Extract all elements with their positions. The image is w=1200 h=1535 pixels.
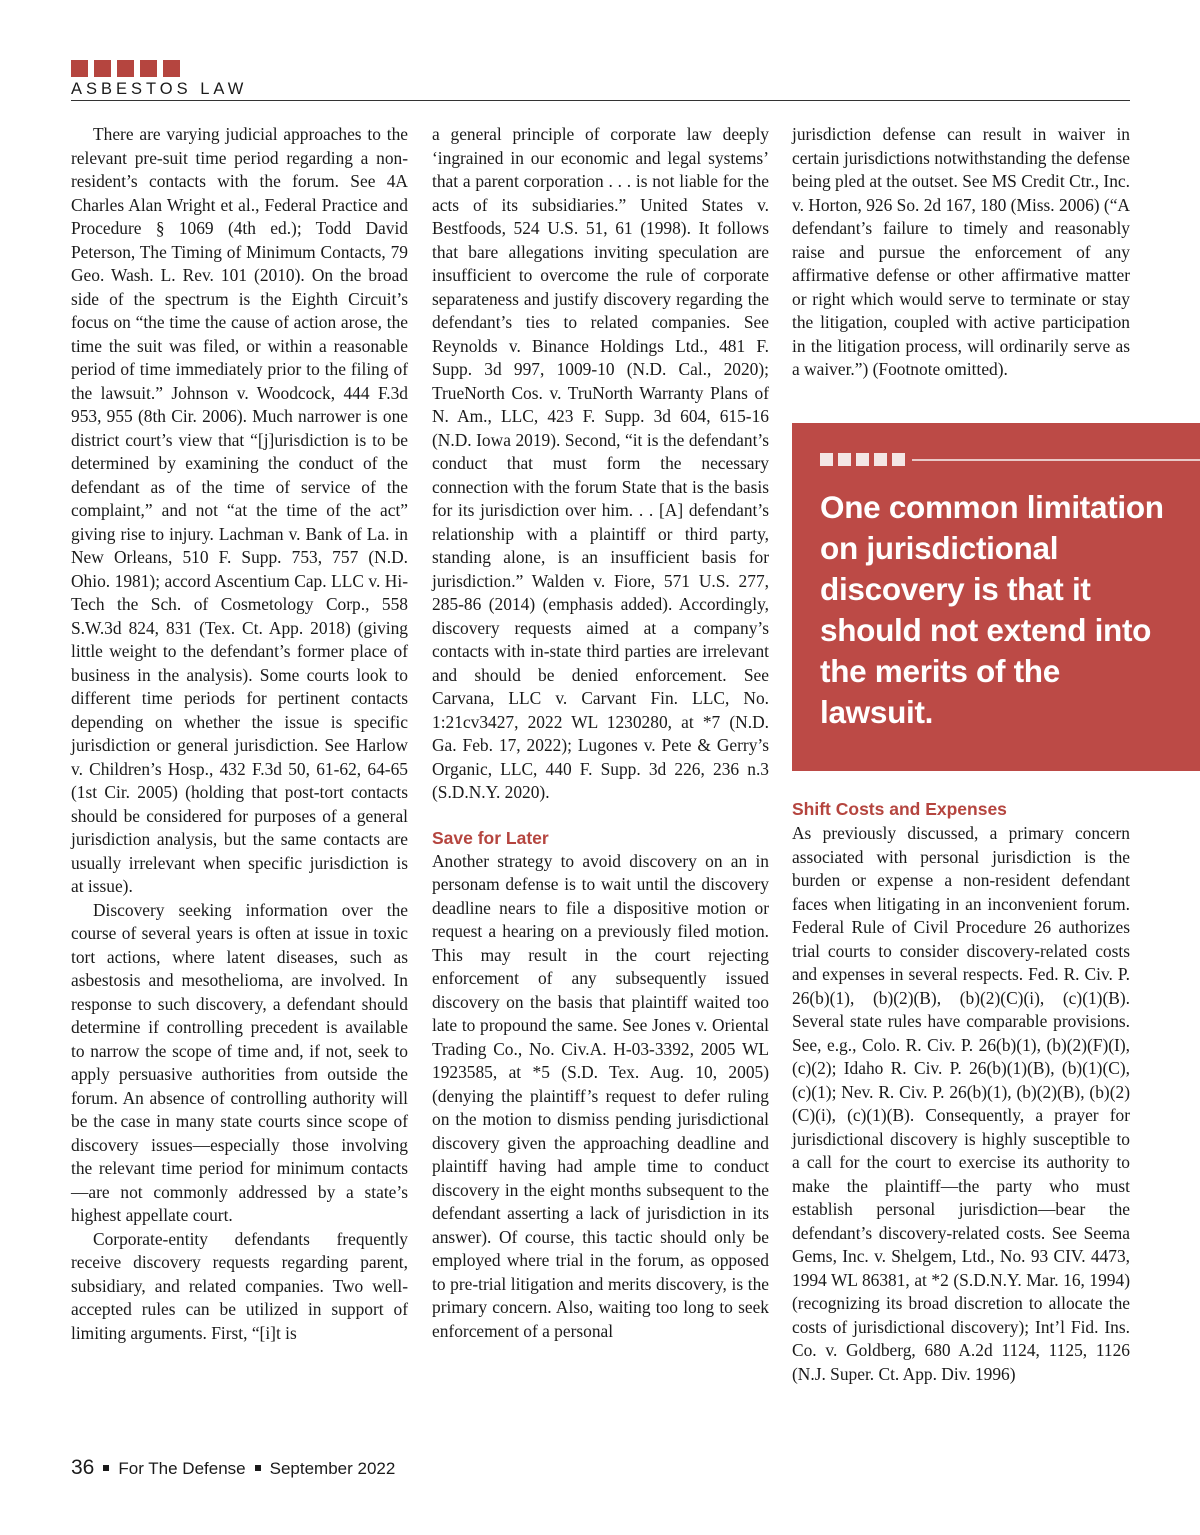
pull-quote-square: [874, 453, 887, 466]
header-square: [163, 60, 180, 77]
bullet-separator: [255, 1465, 261, 1471]
paragraph: Discovery seeking information over the course of several years is often at issue in toxic tort actions, where latent diseases, such as asbestosis and mesothelioma, are involved. In response to such discovery, a defendant should determine if controlling precedent is available to narrow the scope of time and, if not, seek to apply persuasive authorities from outside the forum. An absence of controlling authority will be the case in many state courts since scope of discovery issues—especially those involving the relevant time period for minimum contacts—are not commonly addressed by a state’s highest appellate court.: [71, 899, 408, 1225]
subhead-save-for-later: Save for Later: [432, 827, 549, 848]
pull-quote: [792, 423, 1200, 771]
pull-quote-square: [820, 453, 833, 466]
paragraph: Corporate-entity defendants frequently receive discovery requests regarding parent, subsidiary, and related companies. Two well-accepted rules can be utilized in support of limiting arguments. First, “[i]t is: [71, 1228, 408, 1343]
pull-quote-square: [838, 453, 851, 466]
subhead-shift-costs: Shift Costs and Expenses: [792, 799, 1007, 819]
header-squares-ornament: [71, 60, 180, 77]
column-2: [432, 123, 769, 1343]
pull-quote-text: One common limitation on jurisdictional discovery is that it should not extend into the merits of the lawsuit.: [820, 489, 1164, 730]
section-label: ASBESTOS LAW: [71, 80, 248, 98]
issue-date: September 2022: [269, 1459, 396, 1478]
pull-quote-squares-ornament: [820, 453, 905, 466]
publication-name: For The Defense: [118, 1459, 246, 1478]
page-number: 36: [71, 1456, 95, 1479]
header-square: [94, 60, 111, 77]
column-3-continued: [792, 822, 1130, 1386]
bullet-separator: [103, 1465, 109, 1471]
paragraph: Another strategy to avoid discovery on an in personam defense is to wait until the discovery deadline nears to file a dispositive motion or request a hearing on a previously filed motion. This may result in the court rejecting enforcement of any subsequently issued discovery on the basis that plaintiff waited too late to propound the same. See Jones v. Oriental Trading Co., No. Civ.A. H-03-3392, 2005 WL 1923585, at *5 (S.D. Tex. Aug. 10, 2005) (denying the plaintiff’s request to defer ruling on the motion to dismiss pending jurisdictional discovery given the approaching deadline and plaintiff having had ample time to conduct discovery in the eight months subsequent to the defendant asserting a lack of jurisdiction in its answer). Of course, this tactic should only be employed where trial in the forum, as opposed to pre-trial litigation and merits discovery, is the primary concern. Also, waiting too long to seek enforcement of a personal: [432, 850, 769, 1341]
pull-quote-square: [856, 453, 869, 466]
column-1: [71, 123, 408, 1345]
paragraph: There are varying judicial approaches to the relevant pre-suit time period regarding a non-resident’s contacts with the forum. See 4A Charles Alan Wright et al., Federal Practice and Procedure § 1069 (4th ed.); Todd David Peterson, The Timing of Minimum Contacts, 79 Geo. Wash. L. Rev. 101 (2010). On the broad side of the spectrum is the Eighth Circuit’s focus on “the time the cause of action arose, the time the suit was filed, or within a reasonable period of time immediately prior to the filing of the lawsuit.” Johnson v. Woodcock, 444 F.3d 953, 955 (8th Cir. 2006). Much narrower is one district court’s view that “[j]urisdiction is to be determined by examining the conduct of the defendant as of the time of service of the complaint,” and not “at the time of the act” giving rise to injury. Lachman v. Bank of La. in New Orleans, 510 F. Supp. 753, 757 (N.D. Ohio. 1981); accord Ascentium Cap. LLC v. Hi-Tech the Sch. of Cosmetology Corp., 558 S.W.3d 824, 831 (Tex. Ct. App. 2018) (giving little weight to the defendant’s former place of business in the analysis). Some courts look to different time periods for pertinent contacts depending on whether the issue is specific jurisdiction or general jurisdiction. See Harlow v. Children’s Hosp., 432 F.3d 50, 61-62, 64-65 (1st Cir. 2005) (holding that post-tort contacts should be considered for purposes of a general jurisdiction analysis, but the same contacts are usually irrelevant when specific jurisdiction is at issue).: [71, 124, 408, 896]
page-footer: [71, 1456, 395, 1480]
header-square: [117, 60, 134, 77]
pull-quote-rule: [912, 459, 1200, 461]
pull-quote-square: [892, 453, 905, 466]
paragraph: jurisdiction defense can result in waiver in certain jurisdictions notwithstanding the defense being pled at the outset. See MS Credit Ctr., Inc. v. Horton, 926 So. 2d 167, 180 (Miss. 2006) (“A defendant’s failure to timely and reasonably raise and pursue the enforcement of any affirmative defense or other affirmative matter or right which would serve to terminate or stay the litigation, coupled with active participation in the litigation process, will ordinarily serve as a waiver.”) (Footnote omitted).: [792, 124, 1130, 379]
header-divider: [71, 100, 1130, 101]
header-square: [140, 60, 157, 77]
paragraph: As previously discussed, a primary concern associated with personal jurisdiction is the burden or expense a non-resident defendant faces when litigating in an inconvenient forum. Federal Rule of Civil Procedure 26 authorizes trial courts to consider discovery-related costs and expenses in several respects. Fed. R. Civ. P. 26(b)(1), (b)(2)(B), (b)(2)(C)(i), (c)(1)(B). Several state rules have comparable provisions. See, e.g., Colo. R. Civ. P. 26(b)(1), (b)(2)(F)(I), (c)(2); Idaho R. Civ. P. 26(b)(1)(B), (b)(1)(C), (c)(1); Nev. R. Civ. P. 26(b)(1), (b)(2)(B), (b)(2)(C)(i), (c)(1)(B). Consequently, a prayer for jurisdictional discovery is highly susceptible to a call for the court to exercise its authority to make the plaintiff—the party who must establish personal jurisdiction—bear the defendant’s discovery-related costs. See Seema Gems, Inc. v. Shelgem, Ltd., No. 93 CIV. 4473, 1994 WL 86381, at *2 (S.D.N.Y. Mar. 16, 1994) (recognizing its broad discretion to allocate the costs of jurisdictional discovery); Int’l Fid. Ins. Co. v. Goldberg, 680 A.2d 1124, 1125, 1126 (N.J. Super. Ct. App. Div. 1996): [792, 823, 1130, 1384]
paragraph: a general principle of corporate law deeply ‘ingrained in our economic and legal systems’ that a parent corporation . . . is not liable for the acts of its subsidiaries.” United States v. Bestfoods, 524 U.S. 51, 61 (1998). It follows that bare allegations inviting speculation are insufficient to overcome the rule of corporate separateness and justify discovery regarding the defendant’s ties to related companies. See Reynolds v. Binance Holdings Ltd., 481 F. Supp. 3d 997, 1009-10 (N.D. Cal., 2020); TrueNorth Cos. v. TruNorth Warranty Plans of N. Am., LLC, 423 F. Supp. 3d 604, 615-16 (N.D. Iowa 2019). Second, “it is the defendant’s conduct that must form the necessary connection with the forum State that is the basis for its jurisdiction over him. . . [A] defendant’s relationship with a plaintiff or third party, standing alone, is an insufficient basis for jurisdiction.” Walden v. Fiore, 571 U.S. 277, 285-86 (2014) (emphasis added). Accordingly, discovery requests aimed at a company’s contacts with in-state third parties are irrelevant and should be denied enforcement. See Carvana, LLC v. Carvant Fin. LLC, No. 1:21cv3427, 2022 WL 1230280, at *7 (N.D. Ga. Feb. 17, 2022); Lugones v. Pete & Gerry’s Organic, LLC, 440 F. Supp. 3d 226, 236 n.3 (S.D.N.Y. 2020).: [432, 124, 769, 802]
column-3: [792, 123, 1130, 382]
header-square: [71, 60, 88, 77]
